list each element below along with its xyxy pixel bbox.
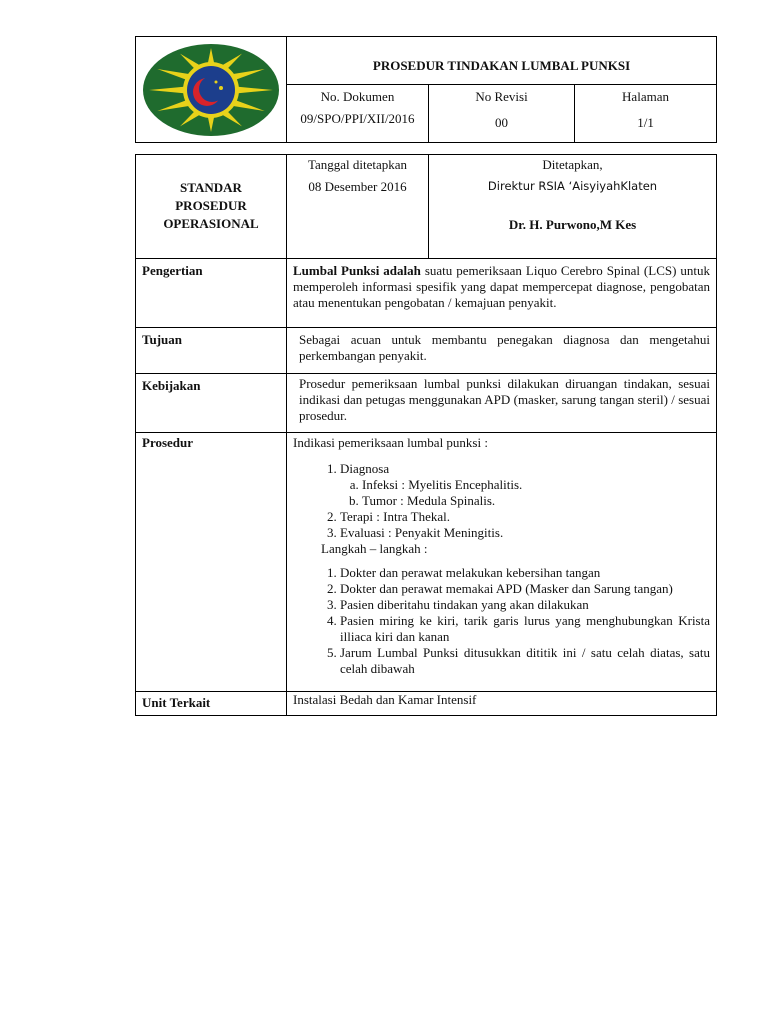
list-item: 2. Terapi : Intra Thekal.	[340, 509, 710, 525]
list-item: 1. Dokter dan perawat melakukan kebersihan tangan	[340, 565, 710, 581]
list-item: 2. Dokter dan perawat memakai APD (Masker dan Sarung tangan)	[340, 581, 710, 597]
tanggal-cell	[287, 155, 429, 259]
unit-terkait-label: Unit Terkait	[136, 692, 287, 716]
pengertian-text: Lumbal Punksi adalah suatu pemeriksaan Liquo Cerebro Spinal (LCS) untuk memperoleh informasi spesifik yang dapat mempercepat diagnose, pengobatan atau menentukan pengobatan / kemajuan penyakit.	[287, 259, 717, 328]
langkah-list	[318, 565, 710, 677]
no-revisi-label: No Revisi	[475, 89, 528, 104]
halaman-cell	[575, 85, 717, 143]
no-dokumen-label: No. Dokumen	[320, 89, 395, 104]
list-item: a. Infeksi : Myelitis Encephalitis.	[362, 477, 710, 493]
tujuan-text: Sebagai acuan untuk membantu penegakan diagnosa dan mengetahui perkembangan penyakit.	[287, 328, 717, 374]
prosedur-content	[287, 433, 717, 692]
spo-line-3: OPERASIONAL	[163, 216, 259, 231]
list-item: 1. Diagnosa a. Infeksi : Myelitis Encephalitis. b. Tumor : Medula Spinalis.	[340, 461, 710, 509]
halaman-value: 1/1	[637, 115, 654, 130]
list-item: 3. Evaluasi : Penyakit Meningitis.	[340, 525, 710, 541]
main-table	[135, 154, 716, 715]
document-title: PROSEDUR TINDAKAN LUMBAL PUNKSI	[287, 37, 717, 85]
ditetapkan-label: Ditetapkan,	[542, 157, 603, 172]
list-item: b. Tumor : Medula Spinalis.	[362, 493, 710, 509]
pengertian-label: Pengertian	[136, 259, 287, 328]
indikasi-list	[318, 461, 710, 541]
signatory-name: Dr. H. Purwono,M Kes	[508, 217, 637, 232]
no-revisi-value: 00	[495, 115, 508, 130]
list-item: 5. Jarum Lumbal Punksi ditusukkan dititik ini / satu celah diatas, satu celah dibawah	[340, 645, 710, 677]
spo-line-2: PROSEDUR	[175, 198, 247, 213]
spo-line-1: STANDAR	[180, 180, 242, 195]
list-item: 3. Pasien diberitahu tindakan yang akan dilakukan	[340, 597, 710, 613]
logo-cell	[136, 37, 287, 143]
kebijakan-label: Kebijakan	[136, 374, 287, 433]
no-dokumen-value: 09/SPO/PPI/XII/2016	[300, 111, 415, 126]
langkah-label: Langkah – langkah :	[321, 541, 428, 556]
ditetapkan-cell	[429, 155, 717, 259]
tujuan-label: Tujuan	[136, 328, 287, 374]
header-table	[135, 36, 716, 142]
unit-terkait-text: Instalasi Bedah dan Kamar Intensif	[287, 692, 717, 716]
prosedur-label: Prosedur	[136, 433, 287, 692]
prosedur-intro: Indikasi pemeriksaan lumbal punksi :	[293, 435, 488, 450]
spo-title-cell	[136, 155, 287, 259]
hospital-logo-icon	[141, 42, 281, 138]
tanggal-value: 08 Desember 2016	[308, 179, 407, 194]
list-item: 4. Pasien miring ke kiri, tarik garis lurus yang menghubungkan Krista illiaca kiri dan kanan	[340, 613, 710, 645]
no-dokumen-cell	[287, 85, 429, 143]
no-revisi-cell	[429, 85, 575, 143]
tanggal-label: Tanggal ditetapkan	[307, 157, 408, 172]
kebijakan-text: Prosedur pemeriksaan lumbal punksi dilakukan diruangan tindakan, sesuai indikasi dan petugas menggunakan APD (masker, sarung tangan steril) / sesuai prosedur.	[287, 374, 717, 433]
halaman-label: Halaman	[622, 89, 669, 104]
direktur-label: Direktur RSIA ‘AisyiyahKlaten	[487, 179, 658, 193]
